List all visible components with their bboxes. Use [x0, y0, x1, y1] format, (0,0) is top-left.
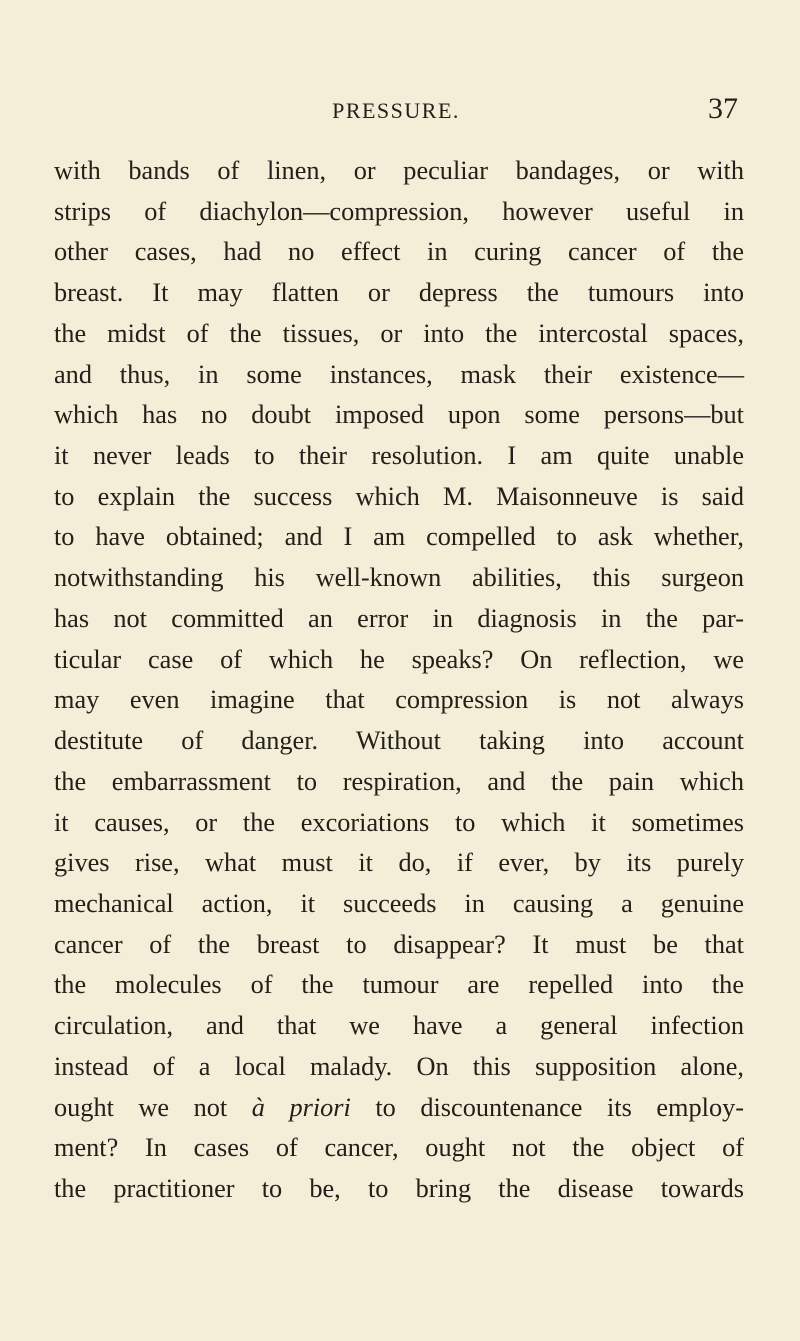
body-text [54, 151, 744, 1210]
text-line: mechanical action, it succeeds in causing a genuine [54, 888, 744, 918]
text-line: the midst of the tissues, or into the intercostal spaces, [54, 318, 744, 348]
text-line: breast. It may flatten or depress the tumours into [54, 278, 744, 308]
text-line: and thus, in some instances, mask their existence— [54, 359, 744, 389]
text-line: strips of diachylon—compression, however useful in [54, 196, 744, 226]
text-line: it never leads to their resolution. I am quite unable [54, 441, 744, 471]
text-line: other cases, had no effect in curing cancer of the [54, 237, 744, 267]
running-head: PRESSURE. [332, 98, 460, 123]
text-line-with-italic [54, 1088, 744, 1129]
text-line: ticular case of which he speaks? On reflection, we [54, 644, 744, 674]
text-line: the molecules of the tumour are repelled into the [54, 970, 744, 1000]
page-header [54, 92, 738, 132]
text-line: which has no doubt imposed upon some persons—but [54, 400, 744, 430]
text-line: circulation, and that we have a general infection [54, 1011, 744, 1041]
text-line: to explain the success which M. Maisonneuve is said [54, 481, 744, 511]
italic-phrase: à priori [251, 1092, 351, 1122]
page-number: 37 [708, 92, 738, 125]
text-line: notwithstanding his well-known abilities, this surgeon [54, 563, 744, 593]
text-segment: to discountenance its employ- [350, 1092, 744, 1122]
text-line: may even imagine that compression is not always [54, 685, 744, 715]
text-line: gives rise, what must it do, if ever, by its purely [54, 848, 744, 878]
text-line: the embarrassment to respiration, and the pain which [54, 766, 744, 796]
text-line: it causes, or the excoriations to which it sometimes [54, 807, 744, 837]
text-line: to have obtained; and I am compelled to ask whether, [54, 522, 744, 552]
text-line: with bands of linen, or peculiar bandages, or with [54, 156, 744, 185]
text-line: the practitioner to be, to bring the disease towards [54, 1173, 744, 1203]
text-line: has not committed an error in diagnosis in the par- [54, 603, 744, 633]
text-line: ment? In cases of cancer, ought not the object of [54, 1133, 744, 1163]
text-segment: ought we not [54, 1092, 252, 1122]
text-line: instead of a local malady. On this supposition alone, [54, 1051, 744, 1081]
text-line: cancer of the breast to disappear? It must be that [54, 929, 744, 959]
text-line: destitute of danger. Without taking into account [54, 726, 744, 756]
